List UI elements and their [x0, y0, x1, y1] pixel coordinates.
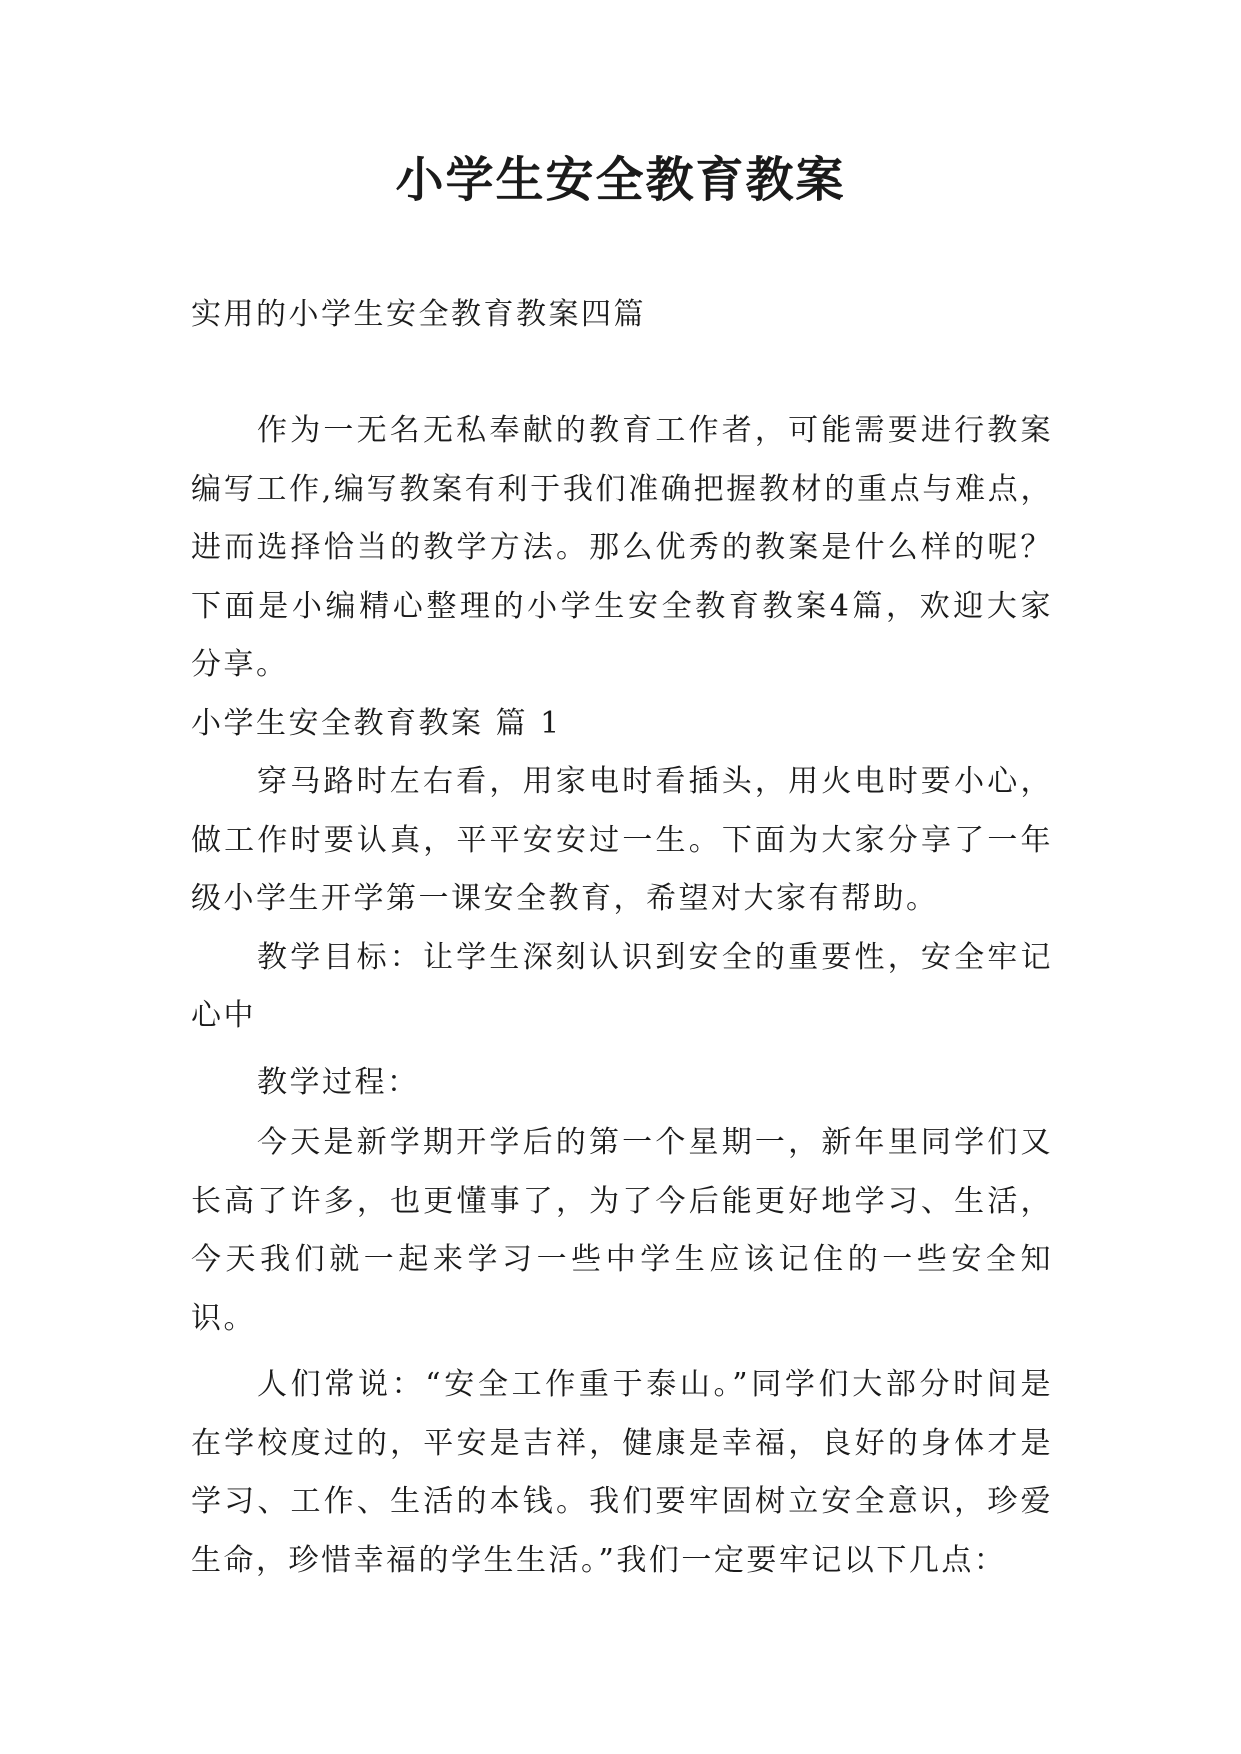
section-heading: 小学生安全教育教案 篇 1 [191, 705, 562, 741]
intro-paragraph: 作为一无名无私奉献的教育工作者，可能需要进行教案编写工作,编写教案有利于我们准确把握教材的重点与难点，进而选择恰当的教学方法。那么优秀的教案是什么样的呢？下面是小编精心整理的小学生安全教育教案4篇，欢迎大家分享。 [191, 413, 1053, 682]
body-paragraph: 穿马路时左右看，用家电时看插头，用火电时要小心，做工作时要认真，平平安安过一生。下面为大家分享了一年级小学生开学第一课安全教育，希望对大家有帮助。 [191, 764, 1053, 916]
teaching-goal-paragraph: 教学目标：让学生深刻认识到安全的重要性，安全牢记心中 [191, 939, 1053, 1033]
document-title: 小学生安全教育教案 [395, 152, 846, 208]
document-body [191, 402, 1053, 1590]
body-paragraph: 人们常说：“安全工作重于泰山。”同学们大部分时间是在学校度过的，平安是吉祥，健康是幸福，良好的身体才是学习、工作、生活的本钱。我们要牢固树立安全意识，珍爱生命，珍惜幸福的学生生活。”我们一定要牢记以下几点： [191, 1367, 1053, 1578]
body-paragraph: 今天是新学期开学后的第一个星期一，新年里同学们又长高了许多，也更懂事了，为了今后能更好地学习、生活，今天我们就一起来学习一些中学生应该记住的一些安全知识。 [191, 1125, 1053, 1336]
document-subtitle: 实用的小学生安全教育教案四篇 [191, 297, 646, 332]
teaching-process-label: 教学过程： [257, 1064, 420, 1100]
